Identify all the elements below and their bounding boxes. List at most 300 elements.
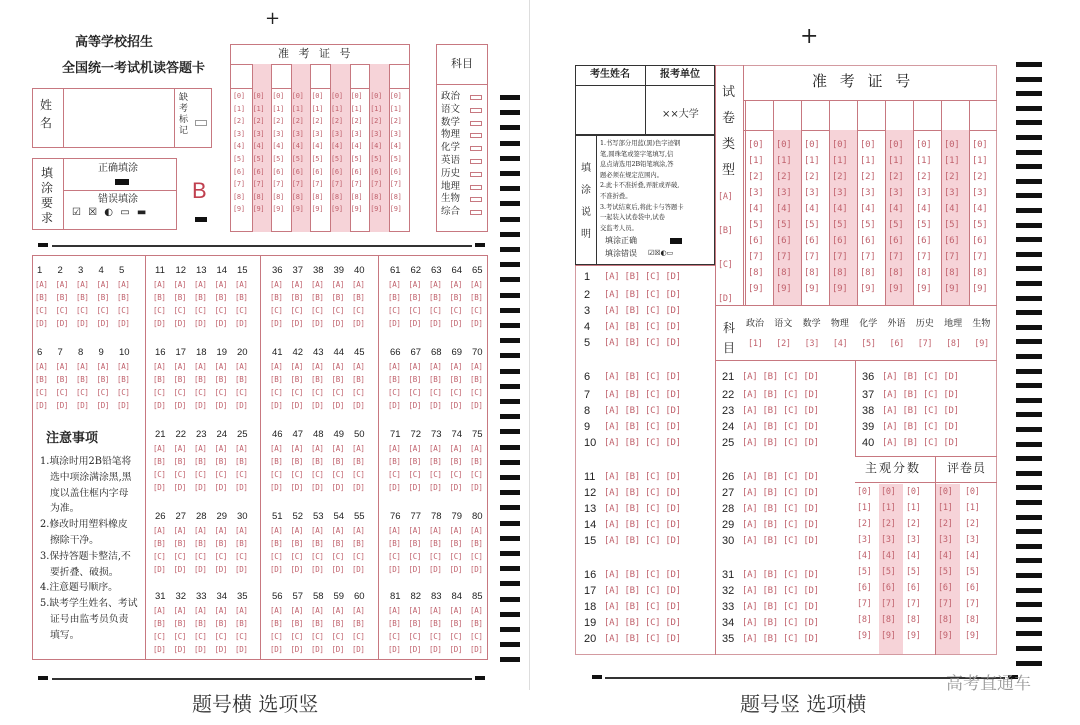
exam-digit-bubble[interactable]: [6] [804, 236, 820, 246]
exam-digit-bubble[interactable]: [0] [748, 140, 764, 150]
score-digit-bubble[interactable]: [5] [857, 567, 872, 577]
option-bubble[interactable]: [B] [311, 619, 324, 628]
option-bubble[interactable]: [A] [235, 362, 248, 371]
exam-digit-bubble[interactable]: [4] [776, 204, 792, 214]
option-bubble[interactable]: [D] [173, 319, 187, 328]
option-bubble[interactable]: [C] [429, 306, 442, 315]
exam-digit-bubble[interactable]: [6] [860, 236, 876, 246]
option-bubble[interactable]: [A] [449, 444, 463, 453]
exam-digit-bubble[interactable]: [3] [972, 188, 988, 198]
option-bubble[interactable]: [B] [388, 619, 401, 628]
exam-digit-bubble[interactable]: [8] [272, 192, 284, 201]
exam-digit-bubble[interactable]: [7] [888, 252, 904, 262]
exam-digit-bubble[interactable]: [9] [311, 205, 324, 214]
option-bubble[interactable]: [A] [449, 362, 463, 371]
exam-digit-bubble[interactable]: [3] [748, 188, 764, 198]
option-bubble[interactable]: [A] [270, 606, 283, 615]
score-digit-bubble[interactable]: [4] [938, 551, 953, 561]
option-bubble[interactable]: [C] [173, 632, 187, 641]
option-bubble[interactable]: [C] [173, 388, 187, 397]
option-bubble[interactable]: [C] [153, 552, 166, 561]
option-bubble[interactable]: [B] [429, 457, 442, 466]
exam-digit-bubble[interactable]: [7] [311, 180, 324, 189]
option-bubble[interactable]: [A] [311, 280, 324, 289]
exam-digit-bubble[interactable]: [4] [916, 204, 932, 214]
option-bubble[interactable]: [C] [352, 552, 365, 561]
option-bubble[interactable]: [A] [408, 362, 422, 371]
exam-digit-bubble[interactable]: [1] [252, 104, 265, 113]
option-bubble[interactable]: [A] [55, 280, 69, 289]
option-bubble[interactable]: [D] [352, 483, 365, 492]
option-bubble[interactable]: [D] [173, 483, 187, 492]
exam-digit-bubble[interactable]: [8] [776, 268, 792, 278]
option-bubble-row[interactable]: [A] [B] [C] [D] [604, 618, 681, 628]
score-digit-bubble[interactable]: [3] [938, 535, 953, 545]
option-bubble[interactable]: [A] [429, 280, 442, 289]
exam-digit-bubble[interactable]: [3] [944, 188, 960, 198]
option-bubble[interactable]: [D] [408, 645, 422, 654]
exam-digit-bubble[interactable]: [2] [370, 117, 382, 126]
exam-digit-bubble[interactable]: [0] [233, 92, 245, 100]
exam-digit-bubble[interactable]: [9] [291, 205, 304, 214]
option-bubble[interactable]: [A] [235, 606, 248, 615]
option-bubble[interactable]: [A] [331, 526, 345, 535]
option-bubble[interactable]: [A] [117, 280, 130, 289]
option-bubble[interactable]: [D] [408, 483, 422, 492]
exam-digit-bubble[interactable]: [7] [370, 180, 382, 189]
option-bubble[interactable]: [C] [153, 306, 166, 315]
option-bubble-row[interactable]: [A] [B] [C] [D] [882, 422, 959, 432]
exam-digit-bubble[interactable]: [6] [291, 167, 304, 176]
subject-bubble[interactable] [470, 133, 482, 138]
subject-bubble[interactable] [470, 121, 482, 126]
option-bubble-row[interactable]: [A] [B] [C] [D] [604, 520, 681, 530]
exam-digit-bubble[interactable]: [4] [860, 204, 876, 214]
option-bubble-row[interactable]: [A] [B] [C] [D] [604, 586, 681, 596]
option-bubble[interactable]: [D] [153, 565, 166, 574]
option-bubble[interactable]: [B] [470, 539, 483, 548]
option-bubble[interactable]: [A] [449, 606, 463, 615]
exam-digit-bubble[interactable]: [8] [944, 268, 960, 278]
exam-digit-bubble[interactable]: [4] [233, 142, 245, 151]
exam-digit-bubble[interactable]: [4] [252, 142, 265, 151]
option-bubble[interactable]: [D] [470, 401, 483, 410]
option-bubble[interactable]: [A] [173, 526, 187, 535]
option-bubble[interactable]: [C] [408, 632, 422, 641]
exam-digit-bubble[interactable]: [9] [944, 284, 960, 294]
option-bubble[interactable]: [C] [311, 470, 324, 479]
option-bubble[interactable]: [C] [408, 388, 422, 397]
option-bubble[interactable]: [B] [388, 293, 401, 302]
option-bubble[interactable]: [D] [352, 645, 365, 654]
score-digit-bubble[interactable]: [0] [965, 487, 980, 497]
option-bubble[interactable]: [D] [214, 319, 228, 328]
option-bubble[interactable]: [D] [153, 319, 166, 328]
exam-digit-bubble[interactable]: [1] [389, 104, 402, 113]
exam-digit-bubble[interactable]: [2] [272, 117, 284, 126]
exam-digit-bubble[interactable]: [1] [776, 156, 792, 166]
exam-digit-bubble[interactable]: [7] [944, 252, 960, 262]
score-digit-bubble[interactable]: [5] [938, 567, 953, 577]
option-bubble[interactable]: [C] [214, 552, 228, 561]
option-bubble[interactable]: [A] [214, 362, 228, 371]
subject-bubble[interactable] [470, 159, 482, 164]
exam-digit-bubble[interactable]: [7] [916, 252, 932, 262]
score-digit-bubble[interactable]: [2] [938, 519, 953, 529]
option-bubble-row[interactable]: [A] [B] [C] [D] [882, 438, 959, 448]
score-digit-bubble[interactable]: [0] [938, 487, 953, 497]
option-bubble[interactable]: [D] [173, 565, 187, 574]
score-digit-bubble[interactable]: [4] [965, 551, 980, 561]
option-bubble[interactable]: [B] [270, 457, 283, 466]
exam-digit-bubble[interactable]: [3] [370, 129, 382, 138]
option-bubble[interactable]: [C] [173, 470, 187, 479]
exam-digit-bubble[interactable]: [6] [350, 167, 363, 176]
option-bubble[interactable]: [A] [235, 280, 248, 289]
option-bubble[interactable]: [A] [429, 362, 442, 371]
exam-digit-bubble[interactable]: [2] [331, 117, 343, 126]
exam-digit-bubble[interactable]: [2] [233, 117, 245, 126]
option-bubble[interactable]: [B] [331, 457, 345, 466]
option-bubble[interactable]: [D] [311, 645, 324, 654]
option-bubble[interactable]: [B] [173, 293, 187, 302]
option-bubble[interactable]: [D] [429, 483, 442, 492]
option-bubble[interactable]: [B] [214, 457, 228, 466]
exam-digit-bubble[interactable]: [2] [832, 172, 848, 182]
option-bubble[interactable]: [B] [470, 619, 483, 628]
exam-digit-bubble[interactable]: [5] [252, 155, 265, 163]
exam-digit-bubble[interactable]: [6] [748, 236, 764, 246]
option-bubble-row[interactable]: [A] [B] [C] [D] [604, 488, 681, 498]
option-bubble[interactable]: [C] [449, 470, 463, 479]
option-bubble[interactable]: [A] [470, 362, 483, 371]
exam-digit-bubble[interactable]: [7] [748, 252, 764, 262]
option-bubble[interactable]: [B] [408, 539, 422, 548]
exam-digit-bubble[interactable]: [0] [252, 92, 265, 100]
exam-digit-bubble[interactable]: [7] [972, 252, 988, 262]
option-bubble[interactable]: [A] [235, 444, 248, 453]
exam-digit-bubble[interactable]: [5] [350, 155, 363, 163]
option-bubble[interactable]: [A] [290, 444, 304, 453]
option-bubble[interactable]: [C] [153, 632, 166, 641]
score-digit-bubble[interactable]: [5] [965, 567, 980, 577]
option-bubble[interactable]: [C] [55, 306, 69, 315]
option-bubble[interactable]: [A] [352, 444, 365, 453]
option-bubble[interactable]: [C] [235, 306, 248, 315]
exam-digit-bubble[interactable]: [8] [832, 268, 848, 278]
option-bubble[interactable]: [C] [35, 306, 48, 315]
score-digit-bubble[interactable]: [1] [906, 503, 921, 513]
option-bubble[interactable]: [C] [352, 388, 365, 397]
exam-digit-bubble[interactable]: [3] [350, 129, 363, 138]
option-bubble[interactable]: [B] [408, 457, 422, 466]
option-bubble[interactable]: [C] [55, 388, 69, 397]
option-bubble[interactable]: [D] [470, 645, 483, 654]
option-bubble[interactable]: [A] [408, 526, 422, 535]
score-digit-bubble[interactable]: [3] [965, 535, 980, 545]
option-bubble[interactable]: [C] [331, 470, 345, 479]
option-bubble[interactable]: [A] [388, 444, 401, 453]
score-digit-bubble[interactable]: [6] [906, 583, 921, 593]
exam-digit-bubble[interactable]: [9] [252, 205, 265, 214]
option-bubble[interactable]: [D] [449, 401, 463, 410]
exam-digit-bubble[interactable]: [0] [272, 92, 284, 100]
subject-bubble[interactable]: [2] [776, 339, 791, 349]
score-digit-bubble[interactable]: [8] [881, 615, 896, 625]
option-bubble[interactable]: [D] [408, 565, 422, 574]
option-bubble-row[interactable]: [A] [B] [C] [D] [604, 322, 681, 332]
exam-digit-bubble[interactable]: [8] [370, 192, 382, 201]
option-bubble[interactable]: [D] [235, 319, 248, 328]
option-bubble[interactable]: [D] [270, 483, 283, 492]
exam-digit-bubble[interactable]: [2] [252, 117, 265, 126]
exam-digit-bubble[interactable]: [4] [331, 142, 343, 151]
option-bubble-row[interactable]: [A] [B] [C] [D] [604, 272, 681, 282]
exam-digit-bubble[interactable]: [9] [888, 284, 904, 294]
option-bubble[interactable]: [C] [214, 388, 228, 397]
exam-digit-bubble[interactable]: [4] [888, 204, 904, 214]
exam-digit-bubble[interactable]: [1] [916, 156, 932, 166]
exam-digit-bubble[interactable]: [8] [252, 192, 265, 201]
option-bubble[interactable]: [C] [352, 306, 365, 315]
option-bubble[interactable]: [A] [76, 362, 89, 371]
option-bubble[interactable]: [A] [214, 526, 228, 535]
score-digit-bubble[interactable]: [6] [965, 583, 980, 593]
option-bubble[interactable]: [C] [408, 470, 422, 479]
option-bubble-row[interactable]: [A] [B] [C] [D] [742, 618, 819, 628]
option-bubble[interactable]: [A] [408, 606, 422, 615]
option-bubble[interactable]: [A] [270, 444, 283, 453]
exam-digit-bubble[interactable]: [7] [860, 252, 876, 262]
score-digit-bubble[interactable]: [4] [906, 551, 921, 561]
exam-digit-bubble[interactable]: [6] [776, 236, 792, 246]
option-bubble[interactable]: [B] [194, 375, 207, 384]
subject-bubble[interactable] [470, 185, 482, 190]
option-bubble-row[interactable]: [A] [B] [C] [D] [604, 602, 681, 612]
exam-digit-bubble[interactable]: [5] [972, 220, 988, 230]
option-bubble[interactable]: [B] [352, 375, 365, 384]
exam-digit-bubble[interactable]: [2] [389, 117, 402, 126]
option-bubble[interactable]: [B] [331, 539, 345, 548]
exam-digit-bubble[interactable]: [2] [860, 172, 876, 182]
exam-digit-bubble[interactable]: [3] [331, 129, 343, 138]
option-bubble[interactable]: [C] [235, 552, 248, 561]
exam-digit-bubble[interactable]: [1] [370, 104, 382, 113]
option-bubble[interactable]: [D] [290, 319, 304, 328]
option-bubble[interactable]: [A] [235, 526, 248, 535]
option-bubble[interactable]: [C] [270, 388, 283, 397]
option-bubble[interactable]: [B] [388, 375, 401, 384]
option-bubble[interactable]: [D] [290, 645, 304, 654]
exam-digit-bubble[interactable]: [3] [860, 188, 876, 198]
option-bubble[interactable]: [A] [194, 606, 207, 615]
option-bubble[interactable]: [A] [429, 526, 442, 535]
option-bubble-row[interactable]: [A] [B] [C] [D] [604, 536, 681, 546]
option-bubble[interactable]: [A] [153, 606, 166, 615]
exam-digit-bubble[interactable]: [4] [804, 204, 820, 214]
exam-digit-bubble[interactable]: [4] [944, 204, 960, 214]
exam-digit-bubble[interactable]: [6] [972, 236, 988, 246]
option-bubble[interactable]: [A] [290, 606, 304, 615]
option-bubble[interactable]: [C] [270, 306, 283, 315]
option-bubble[interactable]: [D] [194, 565, 207, 574]
exam-digit-bubble[interactable]: [2] [972, 172, 988, 182]
score-digit-bubble[interactable]: [4] [857, 551, 872, 561]
option-bubble[interactable]: [B] [76, 375, 89, 384]
exam-digit-bubble[interactable]: [7] [233, 180, 245, 189]
option-bubble[interactable]: [D] [470, 565, 483, 574]
option-bubble[interactable]: [B] [429, 293, 442, 302]
exam-digit-bubble[interactable]: [2] [748, 172, 764, 182]
option-bubble[interactable]: [B] [470, 457, 483, 466]
exam-digit-bubble[interactable]: [5] [888, 220, 904, 230]
option-bubble[interactable]: [D] [408, 401, 422, 410]
option-bubble[interactable]: [B] [408, 375, 422, 384]
option-bubble[interactable]: [C] [96, 306, 110, 315]
subject-bubble[interactable] [470, 172, 482, 177]
option-bubble[interactable]: [B] [429, 375, 442, 384]
option-bubble[interactable]: [B] [55, 375, 69, 384]
exam-digit-bubble[interactable]: [6] [311, 167, 324, 176]
score-digit-bubble[interactable]: [8] [857, 615, 872, 625]
score-digit-bubble[interactable]: [2] [965, 519, 980, 529]
option-bubble[interactable]: [C] [408, 552, 422, 561]
option-bubble-row[interactable]: [A] [B] [C] [D] [742, 438, 819, 448]
option-bubble[interactable]: [C] [214, 306, 228, 315]
option-bubble[interactable]: [A] [35, 362, 48, 371]
exam-digit-bubble[interactable]: [1] [350, 104, 363, 113]
option-bubble[interactable]: [D] [76, 319, 89, 328]
option-bubble[interactable]: [C] [388, 388, 401, 397]
option-bubble[interactable]: [A] [470, 526, 483, 535]
option-bubble[interactable]: [D] [388, 401, 401, 410]
exam-digit-bubble[interactable]: [3] [389, 129, 402, 138]
option-bubble[interactable]: [D] [35, 319, 48, 328]
option-bubble[interactable]: [C] [290, 632, 304, 641]
option-bubble[interactable]: [C] [429, 388, 442, 397]
option-bubble[interactable]: [C] [388, 552, 401, 561]
option-bubble[interactable]: [B] [117, 293, 130, 302]
option-bubble[interactable]: [D] [117, 401, 130, 410]
score-digit-bubble[interactable]: [6] [857, 583, 872, 593]
option-bubble[interactable]: [D] [311, 565, 324, 574]
option-bubble[interactable]: [B] [290, 619, 304, 628]
score-digit-bubble[interactable]: [2] [906, 519, 921, 529]
option-bubble[interactable]: [D] [270, 401, 283, 410]
option-bubble[interactable]: [B] [290, 293, 304, 302]
exam-digit-bubble[interactable]: [4] [272, 142, 284, 151]
option-bubble[interactable]: [B] [214, 293, 228, 302]
score-digit-bubble[interactable]: [9] [857, 631, 872, 641]
option-bubble[interactable]: [B] [235, 539, 248, 548]
option-bubble[interactable]: [C] [470, 306, 483, 315]
subject-bubble[interactable] [470, 210, 482, 215]
option-bubble-row[interactable]: [A] [B] [C] [D] [604, 472, 681, 482]
option-bubble[interactable]: [A] [449, 526, 463, 535]
exam-digit-bubble[interactable]: [5] [776, 220, 792, 230]
option-bubble[interactable]: [A] [331, 444, 345, 453]
exam-digit-bubble[interactable]: [1] [748, 156, 764, 166]
exam-digit-bubble[interactable]: [1] [804, 156, 820, 166]
exam-digit-bubble[interactable]: [5] [370, 155, 382, 163]
option-bubble-row[interactable]: [A] [B] [C] [D] [604, 306, 681, 316]
option-bubble[interactable]: [D] [235, 645, 248, 654]
option-bubble[interactable]: [B] [408, 619, 422, 628]
option-bubble[interactable]: [D] [352, 319, 365, 328]
subject-bubble[interactable]: [1] [748, 339, 763, 349]
option-bubble[interactable]: [C] [311, 388, 324, 397]
exam-digit-bubble[interactable]: [7] [804, 252, 820, 262]
option-bubble[interactable]: [C] [352, 470, 365, 479]
option-bubble-row[interactable]: [A] [B] [C] [D] [742, 472, 819, 482]
exam-digit-bubble[interactable]: [0] [331, 92, 343, 100]
exam-digit-bubble[interactable]: [8] [233, 192, 245, 201]
option-bubble[interactable]: [B] [214, 375, 228, 384]
option-bubble[interactable]: [A] [388, 362, 401, 371]
score-digit-bubble[interactable]: [5] [906, 567, 921, 577]
option-bubble[interactable]: [D] [96, 401, 110, 410]
option-bubble[interactable]: [D] [96, 319, 110, 328]
option-bubble[interactable]: [A] [153, 444, 166, 453]
option-bubble[interactable]: [C] [429, 552, 442, 561]
score-digit-bubble[interactable]: [3] [857, 535, 872, 545]
option-bubble[interactable]: [A] [55, 362, 69, 371]
option-bubble[interactable]: [B] [408, 293, 422, 302]
score-digit-bubble[interactable]: [4] [881, 551, 896, 561]
option-bubble[interactable]: [C] [173, 552, 187, 561]
option-bubble[interactable]: [D] [388, 645, 401, 654]
option-bubble[interactable]: [C] [290, 470, 304, 479]
option-bubble[interactable]: [B] [194, 457, 207, 466]
option-bubble[interactable]: [A] [429, 606, 442, 615]
exam-digit-bubble[interactable]: [0] [291, 92, 304, 100]
option-bubble[interactable]: [A] [352, 362, 365, 371]
option-bubble[interactable]: [A] [194, 362, 207, 371]
option-bubble[interactable]: [C] [470, 470, 483, 479]
exam-digit-bubble[interactable]: [0] [860, 140, 876, 150]
subject-bubble[interactable] [470, 95, 482, 100]
exam-digit-bubble[interactable]: [3] [804, 188, 820, 198]
exam-digit-bubble[interactable]: [0] [916, 140, 932, 150]
option-bubble[interactable]: [D] [311, 319, 324, 328]
exam-digit-bubble[interactable]: [7] [350, 180, 363, 189]
option-bubble[interactable]: [D] [352, 401, 365, 410]
option-bubble[interactable]: [B] [331, 619, 345, 628]
option-bubble-row[interactable]: [A] [B] [C] [D] [742, 634, 819, 644]
option-bubble[interactable]: [A] [173, 280, 187, 289]
option-bubble[interactable]: [C] [449, 306, 463, 315]
option-bubble[interactable]: [D] [55, 401, 69, 410]
exam-digit-bubble[interactable]: [3] [311, 129, 324, 138]
option-bubble[interactable]: [C] [470, 632, 483, 641]
option-bubble[interactable]: [C] [235, 632, 248, 641]
exam-digit-bubble[interactable]: [1] [888, 156, 904, 166]
exam-digit-bubble[interactable]: [2] [350, 117, 363, 126]
option-bubble[interactable]: [C] [76, 388, 89, 397]
option-bubble[interactable]: [D] [173, 401, 187, 410]
option-bubble[interactable]: [C] [388, 470, 401, 479]
option-bubble-row[interactable]: [A] [B] [C] [D] [882, 372, 959, 382]
option-bubble[interactable]: [D] [153, 645, 166, 654]
option-bubble[interactable]: [A] [352, 280, 365, 289]
option-bubble[interactable]: [A] [35, 280, 48, 289]
exam-digit-bubble[interactable]: [3] [888, 188, 904, 198]
option-bubble[interactable]: [A] [429, 444, 442, 453]
option-bubble[interactable]: [C] [117, 306, 130, 315]
exam-digit-bubble[interactable]: [4] [832, 204, 848, 214]
exam-digit-bubble[interactable]: [2] [944, 172, 960, 182]
exam-digit-bubble[interactable]: [5] [331, 155, 343, 163]
